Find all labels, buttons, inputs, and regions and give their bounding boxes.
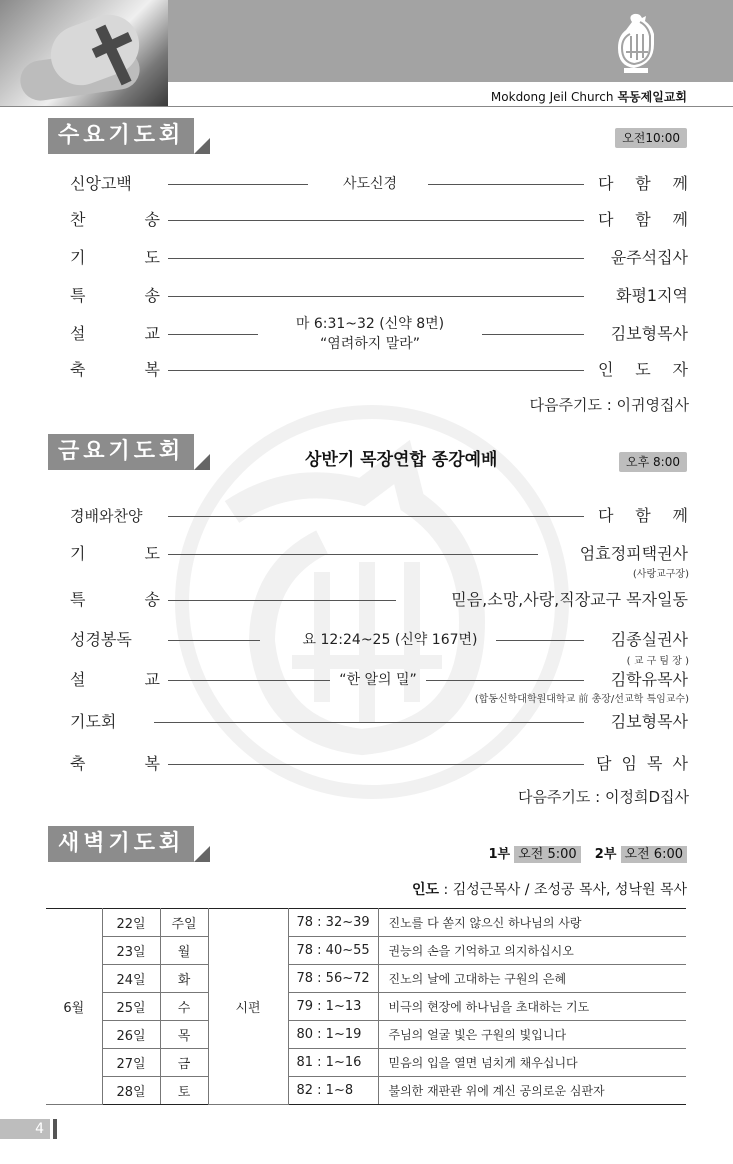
order-row: [70, 208, 688, 232]
order-label: 기 도: [70, 248, 160, 267]
order-scripture: 마 6:31~32 (신약 8면): [295, 316, 445, 332]
order-subnote: (합동신학대학원대학교 前 총장/선교학 특임교수): [474, 694, 689, 705]
wednesday-time-badge: 오전10:00: [615, 128, 687, 148]
order-row: [70, 358, 688, 382]
order-right: 김보형목사: [610, 712, 688, 731]
order-label: 축 복: [70, 754, 160, 773]
table-row: 26일 목 80 : 1~19 주님의 얼굴 빛은 구원의 빛입니다: [46, 1021, 686, 1049]
next-week-prayer: 다음주기도 : 이귀영집사: [529, 396, 689, 414]
order-right: 믿음,소망,사랑,직장교구 목자일동: [451, 590, 688, 609]
part2-time-badge: 오전 6:00: [621, 846, 687, 863]
lyre-logo-icon: [612, 12, 672, 74]
order-right: 화평1지역: [615, 286, 688, 305]
order-right: 담 임 목 사: [596, 754, 688, 773]
order-right: 다 함 께: [598, 210, 688, 229]
order-row: [70, 588, 688, 612]
order-scripture: 요 12:24~25 (신약 167면): [302, 632, 478, 648]
header-divider: [0, 106, 733, 107]
table-row: 28일 토 82 : 1~8 불의한 재판관 위에 계신 공의로운 심판자: [46, 1077, 686, 1105]
friday-time-badge: 오후 8:00: [619, 452, 687, 472]
order-row: [70, 246, 688, 270]
church-name: Mokdong Jeil Church 목동제일교회: [490, 90, 687, 104]
order-label: 경배와찬양: [70, 507, 143, 525]
dawn-leaders: 인도 : 김성근목사 / 조성공 목사, 성낙원 목사: [412, 882, 687, 898]
order-label: 특 송: [70, 286, 160, 305]
order-row: [70, 316, 688, 360]
part1-time-badge: 오전 5:00: [514, 846, 580, 863]
order-label: 설 교: [70, 670, 160, 689]
order-right: 엄효정피택권사: [579, 544, 688, 563]
order-label: 특 송: [70, 590, 160, 609]
order-row: [70, 628, 688, 652]
order-row: [70, 668, 688, 692]
page-number: 4: [0, 1119, 50, 1139]
order-sermon-title: “한 알의 밀”: [339, 672, 417, 688]
dawn-schedule-table: [46, 908, 686, 1105]
book-cell: 시편: [208, 909, 288, 1105]
table-row: 6월 22일 주일 시편 78 : 32~39 진노를 다 쏟지 않으신 하나님의 사랑: [46, 909, 686, 937]
page-number-bar: [53, 1119, 57, 1139]
order-label: 찬 송: [70, 210, 160, 229]
title-corner-mark: [194, 846, 210, 862]
table-row: 24일 화 78 : 56~72 진노의 날에 고대하는 구원의 은혜: [46, 965, 686, 993]
order-right: 김보형목사: [610, 324, 688, 343]
title-corner-mark: [194, 138, 210, 154]
header-photo-praying-hands: [0, 0, 168, 106]
order-label: 설 교: [70, 324, 160, 343]
table-row: 25일 수 79 : 1~13 비극의 현장에 하나님을 초대하는 기도: [46, 993, 686, 1021]
order-label: 축 복: [70, 360, 160, 379]
dawn-section-title: 새벽기도회: [48, 826, 194, 862]
dawn-service-times: 1부 오전 5:00 2부 오전 6:00: [488, 843, 687, 862]
order-row: [70, 710, 688, 734]
order-row: [70, 752, 688, 776]
order-right: 김학유목사: [610, 670, 688, 689]
order-mid: 사도신경: [342, 176, 398, 192]
order-row: [70, 504, 688, 528]
order-subnote: (사랑교구장): [632, 569, 689, 580]
order-row: [70, 172, 688, 196]
order-label: 기도회: [70, 712, 117, 731]
order-label: 신앙고백: [70, 174, 132, 193]
order-row: [70, 284, 688, 308]
order-label: 성경봉독: [70, 630, 132, 649]
order-row: [70, 542, 688, 566]
order-right: 인 도 자: [598, 360, 688, 379]
order-right: 다 함 께: [598, 506, 688, 525]
friday-service-title: 상반기 목장연합 종강예배: [305, 450, 498, 470]
table-row: 23일 월 78 : 40~55 권능의 손을 기억하고 의지하십시오: [46, 937, 686, 965]
title-corner-mark: [194, 454, 210, 470]
order-right: 윤주석집사: [610, 248, 688, 267]
order-subnote: ( 교 구 팀 장 ): [626, 656, 689, 667]
order-sermon-title: “염려하지 말라”: [319, 336, 421, 352]
friday-section-title: 금요기도회: [48, 434, 194, 470]
table-row: 27일 금 81 : 1~16 믿음의 입을 열면 넘치게 채우십니다: [46, 1049, 686, 1077]
order-label: 기 도: [70, 544, 160, 563]
wednesday-section-title: 수요기도회: [48, 118, 194, 154]
order-right: 김종실권사: [610, 630, 688, 649]
next-week-prayer: 다음주기도 : 이정희D집사: [517, 788, 689, 806]
month-cell: 6월: [46, 909, 102, 1105]
order-right: 다 함 께: [598, 174, 688, 193]
